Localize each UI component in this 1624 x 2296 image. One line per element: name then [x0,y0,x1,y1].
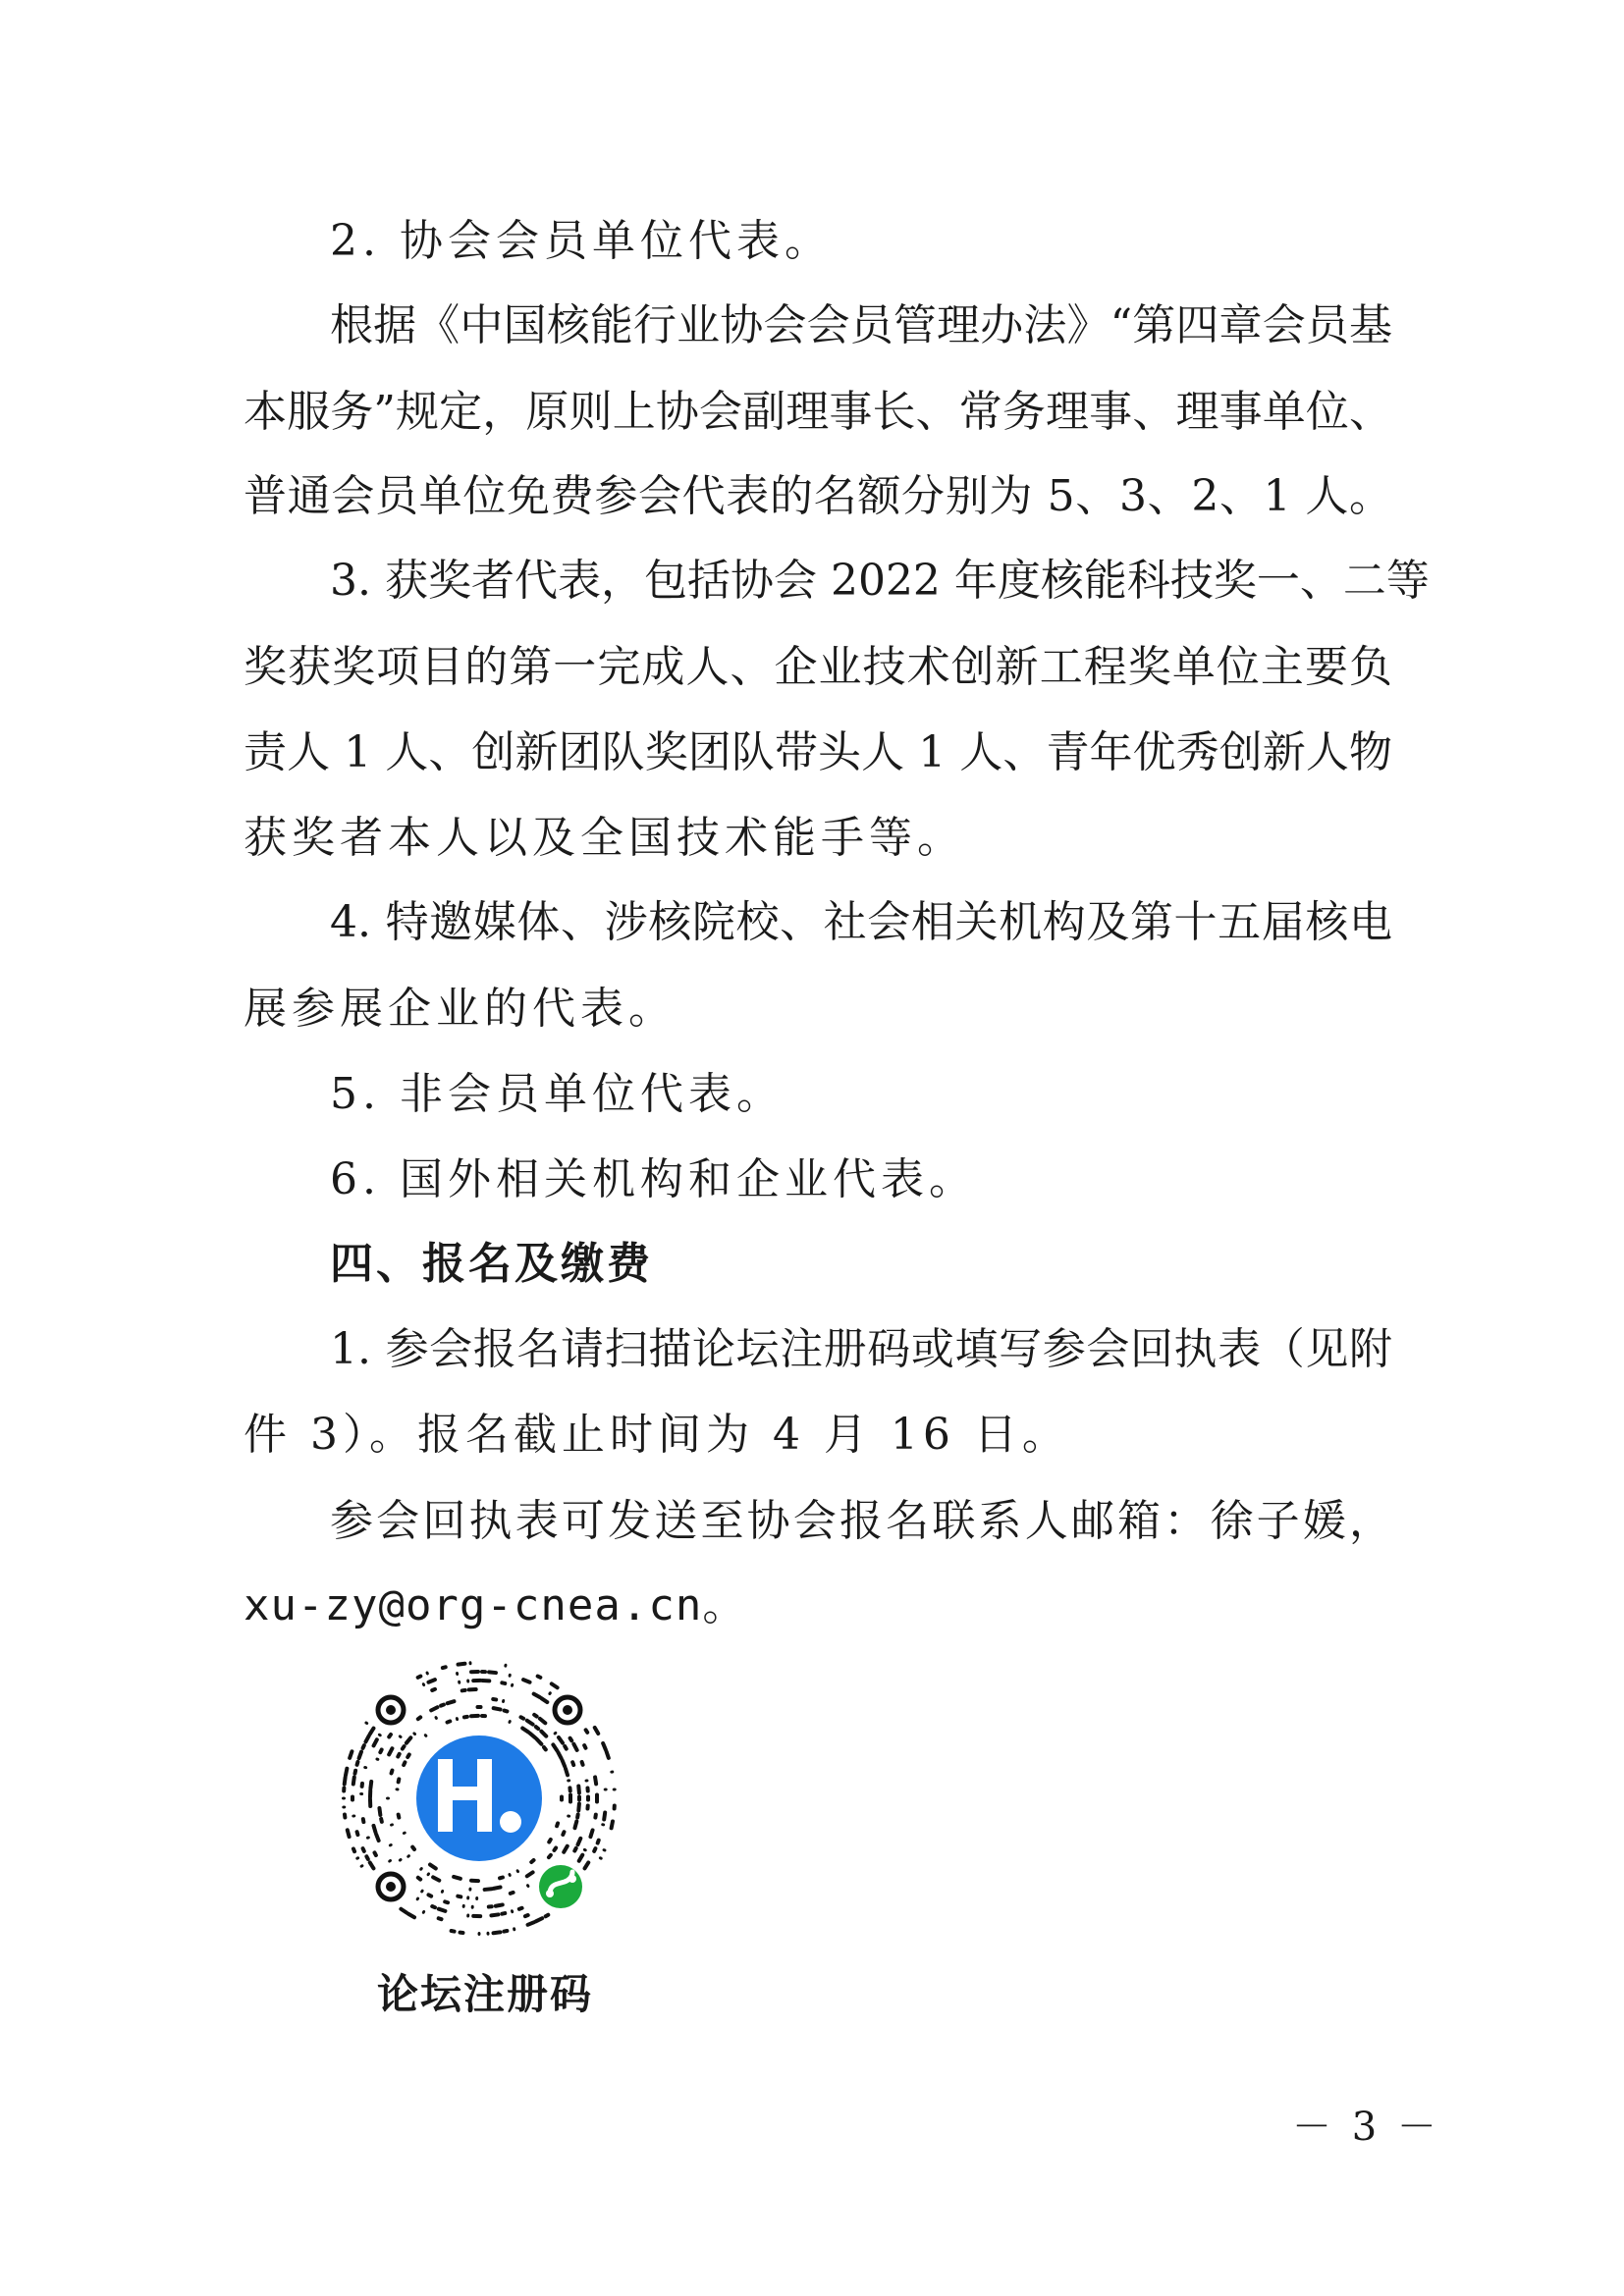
qr-caption: 论坛注册码 [377,1970,594,2018]
registration-qr-code[interactable] [332,1651,626,1946]
mini-program-icon [534,1860,587,1913]
paragraph-line: 展参展企业的代表。 [244,984,677,1034]
contact-email[interactable]: xu-zy@org-cnea.cn。 [244,1580,747,1630]
section-heading: 四、报名及缴费 [330,1239,653,1289]
contact-text: 参会回执表可发送至协会报名联系人邮箱：徐子媛， [330,1496,1392,1546]
item-5-text: 5. 非会员单位代表。 [330,1069,785,1119]
registration-text: 1. 参会报名请扫描论坛注册码或填写参会回执表（见附 [330,1324,1392,1374]
paragraph-line: 本服务”规定，原则上协会副理事长、常务理事、理事单位、 [244,387,1392,437]
paragraph-line: 获奖者本人以及全国技术能手等。 [244,813,965,863]
paragraph-line: 普通会员单位免费参会代表的名额分别为 5、3、2、1 人。 [244,471,1392,521]
paragraph-line: 责人 1 人、创新团队奖团队带头人 1 人、青年优秀创新人物 [244,727,1392,777]
item-2-text: 2. 协会会员单位代表。 [330,216,833,266]
h-logo-icon [406,1726,552,1871]
item-3-text: 3. 获奖者代表，包括协会 2022 年度核能科技奖一、二等 [330,556,1430,606]
item-6-text: 6. 国外相关机构和企业代表。 [330,1154,977,1204]
page-number: － 3 － [1292,2105,1440,2150]
registration-deadline: 件 3）。报名截止时间为 4 月 16 日。 [244,1410,1070,1460]
item-4-text: 4. 特邀媒体、涉核院校、社会相关机构及第十五届核电 [330,897,1392,947]
paragraph-line: 根据《中国核能行业协会会员管理办法》“第四章会员基 [330,300,1392,350]
paragraph-line: 奖获奖项目的第一完成人、企业技术创新工程奖单位主要负 [244,642,1392,692]
